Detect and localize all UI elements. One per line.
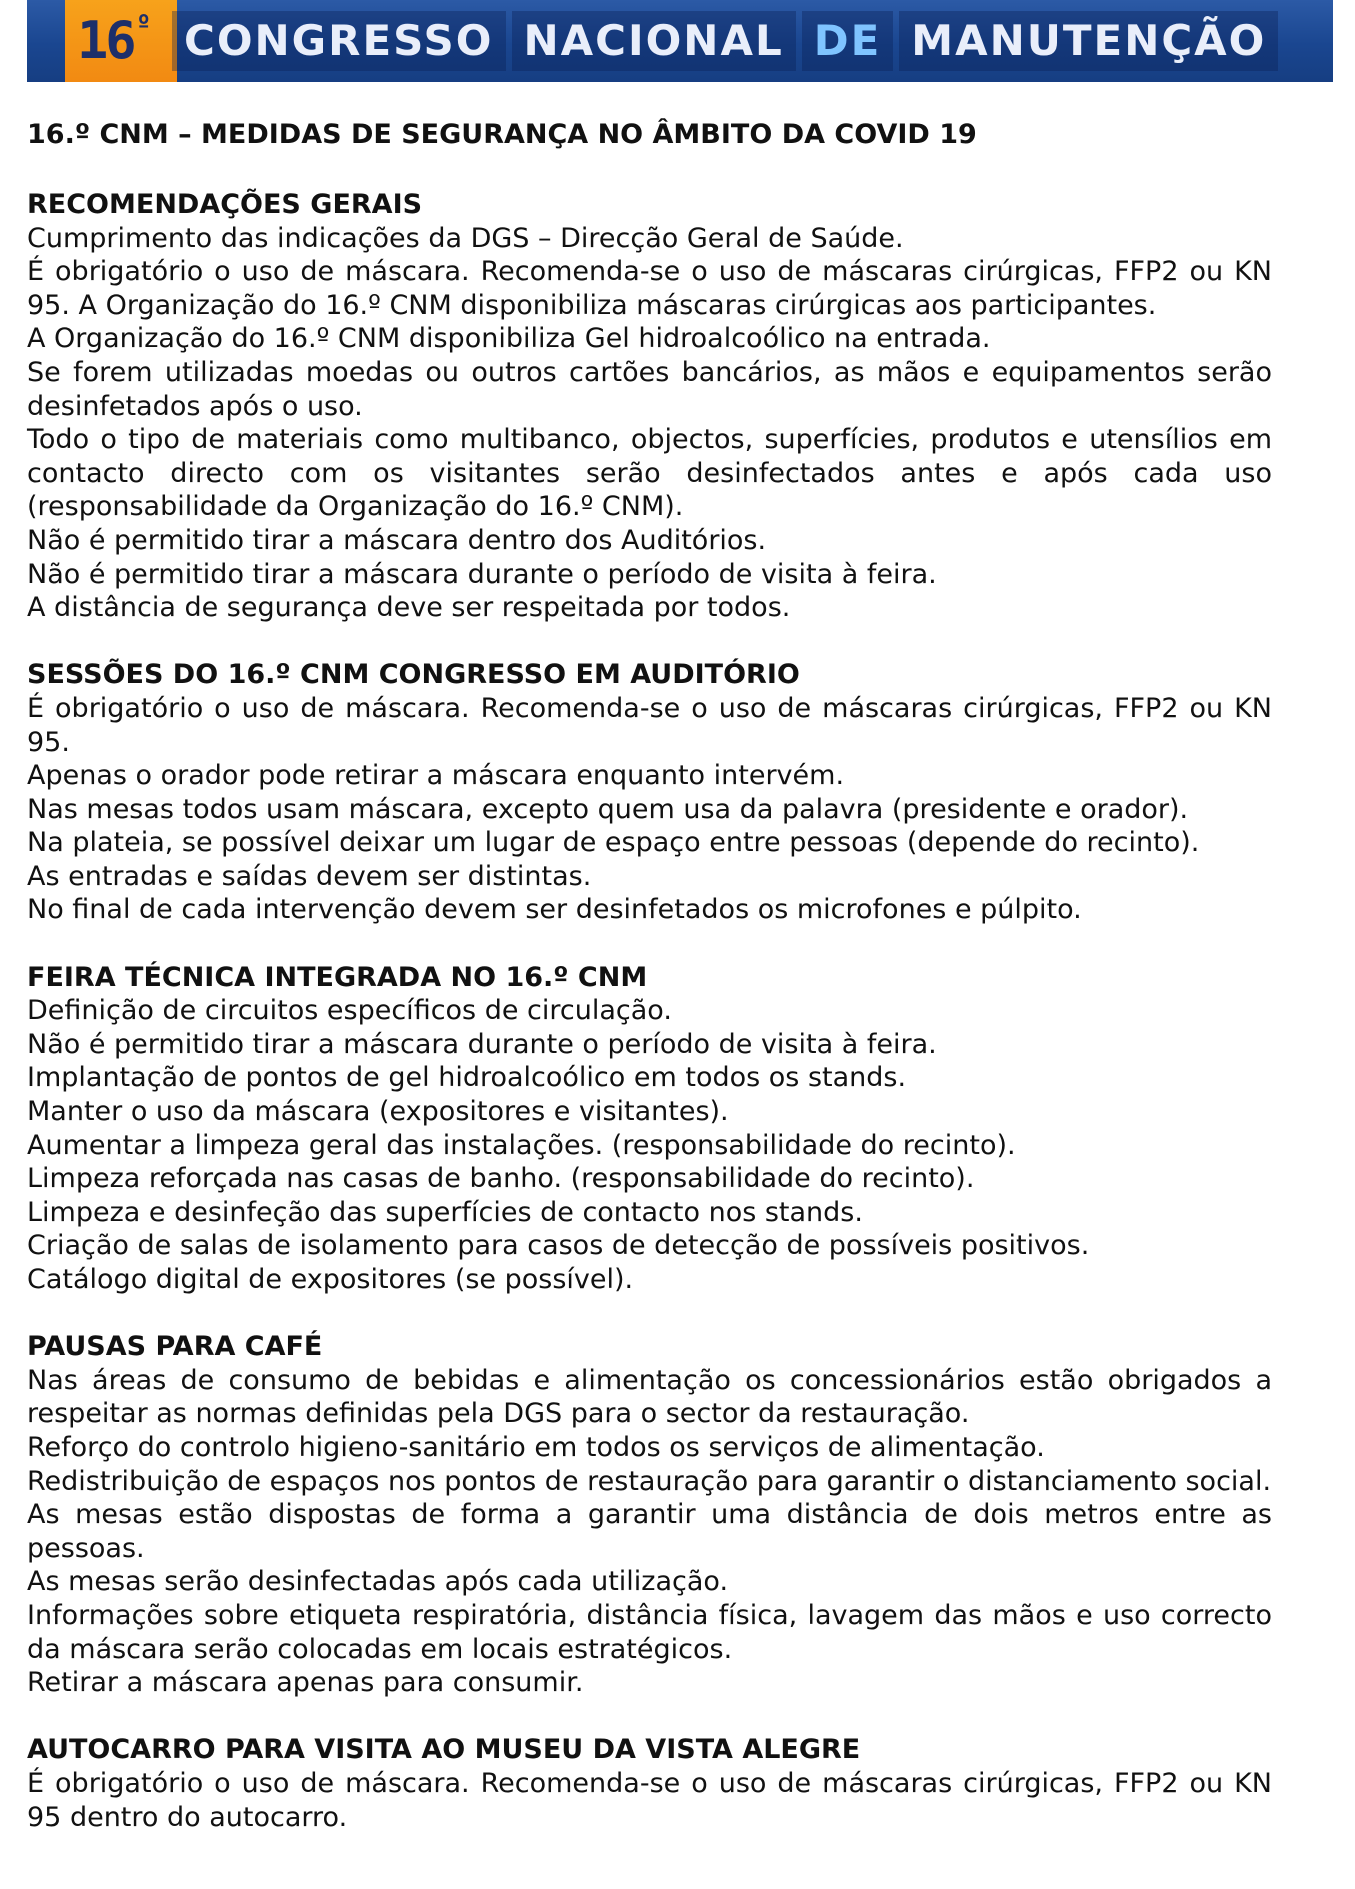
section-item: Definição de circuitos específicos de circulação. (27, 995, 672, 1027)
section-item: Nas mesas todos usam máscara, excepto quem usa da palavra (presidente e orador). (27, 793, 1189, 825)
section-item: Reforço do controlo higieno-sanitário em todos os serviços de alimentação. (27, 1431, 1045, 1463)
banner-title (172, 0, 1333, 82)
section-item: As mesas estão dispostas de forma a garantir uma distância de dois metros entre as pessoas. (27, 1499, 1272, 1564)
section-item: Se forem utilizadas moedas ou outros cartões bancários, as mãos e equipamentos serão desinfetados após o uso. (27, 356, 1272, 422)
section-item: A distância de segurança deve ser respeitada por todos. (27, 592, 791, 624)
section-item: Aumentar a limpeza geral das instalações. (responsabilidade do recinto). (27, 1129, 1016, 1161)
congress-banner (27, 0, 1333, 82)
section-item: Cumprimento das indicações da DGS – Direcção Geral de Saúde. (27, 222, 904, 254)
section-item: A Organização do 16.º CNM disponibiliza Gel hidroalcoólico na entrada. (27, 323, 991, 355)
section-item: Implantação de pontos de gel hidroalcoólico em todos os stands. (27, 1062, 907, 1094)
document-body (27, 115, 1272, 1868)
edition-number-logo (65, 0, 177, 82)
edition-ordinal: º (135, 10, 152, 40)
section-item: Nas áreas de consumo de bebidas e alimentação os concessionários estão obrigados a respeitar as normas definidas pela DGS para o sector da restauração. (27, 1364, 1272, 1430)
section (27, 961, 1272, 1297)
section-item: As mesas serão desinfectadas após cada utilização. (27, 1566, 729, 1598)
section-heading: SESSÕES DO 16.º CNM CONGRESSO EM AUDITÓRIO (27, 659, 800, 691)
banner-word-congresso: CONGRESSO (172, 11, 506, 71)
banner-word-manutencao: MANUTENÇÃO (899, 11, 1278, 71)
document-title: 16.º CNM – MEDIDAS DE SEGURANÇA NO ÂMBITO DA COVID 19 (27, 119, 977, 150)
section-item: É obrigatório o uso de máscara. Recomenda-se o uso de máscaras cirúrgicas, FFP2 ou KN 95 dentro do autocarro. (27, 1767, 1272, 1833)
section-heading: FEIRA TÉCNICA INTEGRADA NO 16.º CNM (27, 961, 648, 993)
section-item: Retirar a máscara apenas para consumir. (27, 1667, 584, 1699)
banner-word-de: DE (802, 11, 894, 71)
section-item: As entradas e saídas devem ser distintas. (27, 860, 592, 892)
section-item: Não é permitido tirar a máscara dentro dos Auditórios. (27, 524, 767, 556)
section-item: Limpeza reforçada nas casas de banho. (responsabilidade do recinto). (27, 1163, 975, 1195)
section (27, 188, 1272, 625)
section-heading: AUTOCARRO PARA VISITA AO MUSEU DA VISTA ALEGRE (27, 1734, 861, 1766)
section-item: Todo o tipo de materiais como multibanco, objectos, superfícies, produtos e utensílios em contacto directo com os visitantes serão desinfectados antes e após cada uso (responsabilidade da Organização do 16.º CNM). (27, 424, 1272, 523)
section-item: Limpeza e desinfeção das superfícies de contacto nos stands. (27, 1196, 863, 1228)
section-item: Apenas o orador pode retirar a máscara enquanto intervém. (27, 760, 845, 792)
section-item: Não é permitido tirar a máscara durante o período de visita à feira. (27, 1028, 937, 1060)
section (27, 658, 1272, 927)
section-item: Na plateia, se possível deixar um lugar de espaço entre pessoas (depende do recinto). (27, 827, 1200, 859)
sections-container (27, 188, 1272, 1834)
section-item: É obrigatório o uso de máscara. Recomenda-se o uso de máscaras cirúrgicas, FFP2 ou KN 95. A Organização do 16.º CNM disponibiliza máscaras cirúrgicas aos participantes. (27, 256, 1272, 321)
section-item: Redistribuição de espaços nos pontos de restauração para garantir o distanciamento social. (27, 1465, 1272, 1497)
section-item: Criação de salas de isolamento para casos de detecção de possíveis positivos. (27, 1230, 1090, 1262)
section-item: No final de cada intervenção devem ser desinfetados os microfones e púlpito. (27, 894, 1082, 926)
section-heading: RECOMENDAÇÕES GERAIS (27, 189, 423, 220)
section-item: É obrigatório o uso de máscara. Recomenda-se o uso de máscaras cirúrgicas, FFP2 ou KN 95. (27, 692, 1272, 758)
section-item: Manter o uso da máscara (expositores e visitantes). (27, 1096, 729, 1128)
section-item: Catálogo digital de expositores (se possível). (27, 1264, 634, 1295)
section (27, 1330, 1272, 1700)
section-item: Não é permitido tirar a máscara durante o período de visita à feira. (27, 558, 937, 590)
edition-number: 16 (77, 11, 134, 71)
section-item: Informações sobre etiqueta respiratória, distância física, lavagem das mãos e uso correcto da máscara serão colocadas em locais estratégicos. (27, 1599, 1272, 1665)
section (27, 1733, 1272, 1834)
section-heading: PAUSAS PARA CAFÉ (27, 1331, 323, 1363)
banner-word-nacional: NACIONAL (512, 11, 796, 71)
